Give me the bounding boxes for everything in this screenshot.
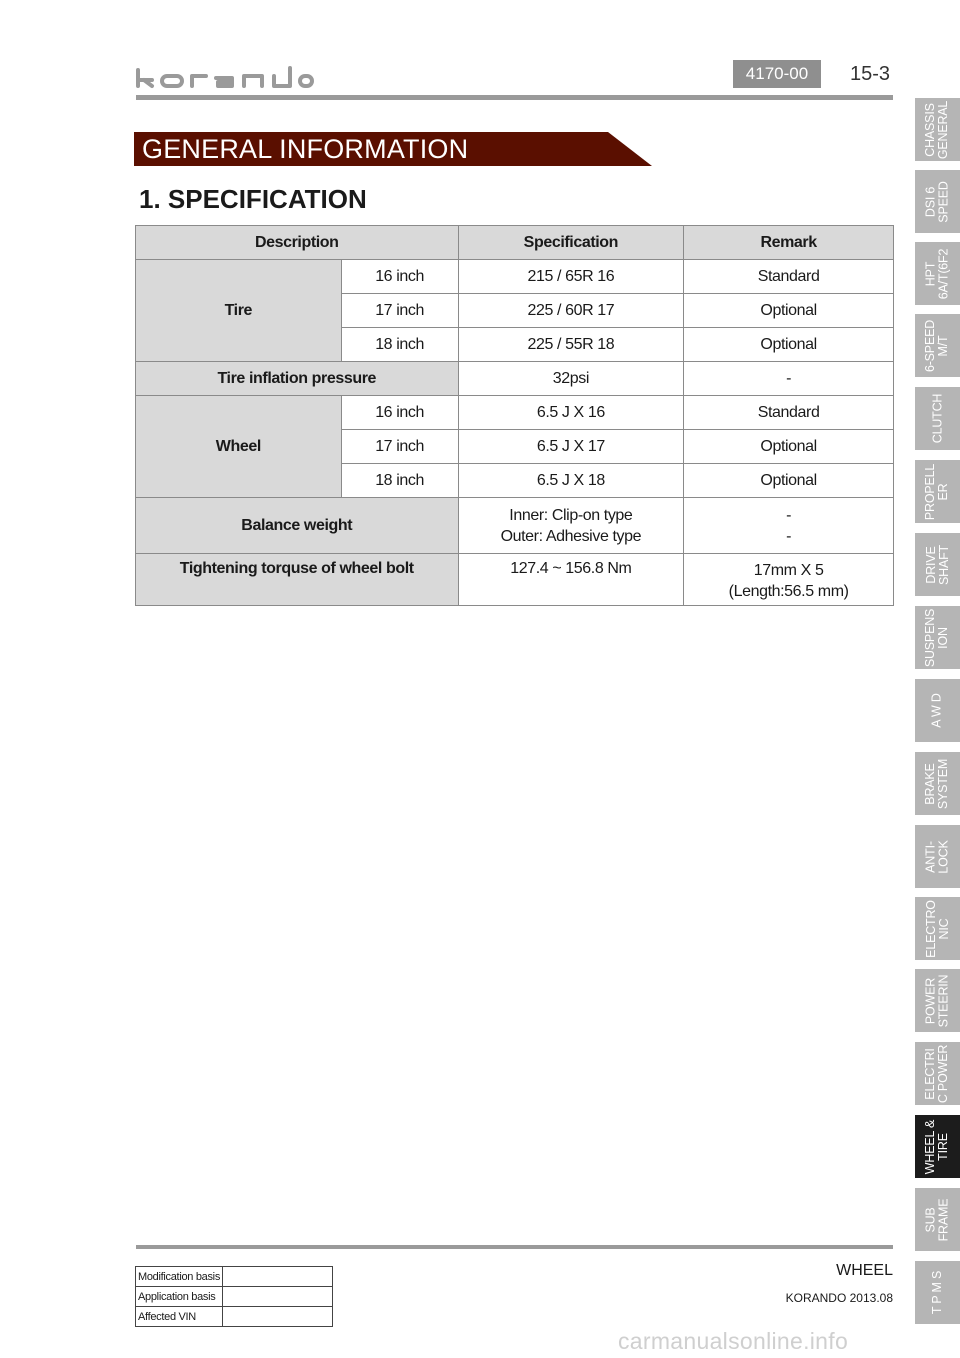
balance-spec-inner: Inner: Clip-on type (509, 506, 633, 524)
table-row (136, 1267, 333, 1287)
header-remark: Remark (684, 226, 894, 260)
torque-remark (684, 554, 894, 606)
tab-label: 6-SPEED M/T (923, 319, 951, 372)
header-divider (136, 95, 893, 100)
inflation-remark: - (684, 362, 894, 396)
balance-weight-spec (458, 498, 684, 554)
tab-drive-shaft[interactable] (915, 533, 960, 596)
wheel-spec: 6.5 J X 17 (458, 430, 684, 464)
wheel-label: Wheel (136, 396, 342, 498)
inflation-label: Tire inflation pressure (136, 362, 459, 396)
table-row (136, 396, 894, 430)
banner-title: GENERAL INFORMATION (142, 134, 469, 164)
table-header-row (136, 226, 894, 260)
footer-section-name: WHEEL (836, 1262, 893, 1279)
tab-wheel-tire[interactable] (915, 1115, 960, 1178)
watermark: carmanualsonline.info (618, 1328, 849, 1354)
wheel-remark: Standard (684, 396, 894, 430)
tab-power-steering[interactable] (915, 969, 960, 1032)
tab-clutch[interactable] (915, 387, 960, 450)
tab-label: WHEEL & TIRE (923, 1119, 951, 1174)
wheel-size: 17 inch (341, 430, 458, 464)
tab-label: POWER STEERIN (923, 974, 951, 1027)
tire-remark: Optional (684, 294, 894, 328)
tab-propeller[interactable] (915, 460, 960, 523)
wheel-spec: 6.5 J X 18 (458, 464, 684, 498)
tire-remark: Optional (684, 328, 894, 362)
tab-suspension[interactable] (915, 606, 960, 669)
modification-basis-label: Modification basis (136, 1267, 223, 1287)
tab-label: T P M S (929, 1270, 944, 1315)
tab-anti-lock[interactable] (915, 825, 960, 888)
table-row (136, 498, 894, 554)
balance-weight-label: Balance weight (136, 498, 459, 554)
affected-vin-value (223, 1307, 333, 1327)
tab-label: DRIVE SHAFT (923, 544, 951, 585)
torque-label: Tightening torquse of wheel bolt (136, 554, 459, 606)
balance-weight-remark (684, 498, 894, 554)
torque-spec: 127.4 ~ 156.8 Nm (458, 554, 684, 606)
tab-label: DSI 6 SPEED (923, 180, 951, 223)
section-code-badge: 4170-00 (733, 60, 821, 88)
wheel-spec: 6.5 J X 16 (458, 396, 684, 430)
tire-spec: 215 / 65R 16 (458, 260, 684, 294)
balance-remark-outer: - (786, 527, 792, 545)
wheel-remark: Optional (684, 464, 894, 498)
tire-label: Tire (136, 260, 342, 362)
affected-vin-label: Affected VIN (136, 1307, 223, 1327)
korando-logo (134, 64, 316, 92)
balance-remark-inner: - (786, 506, 792, 524)
tab-dsi-6-speed[interactable] (915, 170, 960, 233)
table-row (136, 1287, 333, 1307)
tab-electronic[interactable] (915, 897, 960, 960)
balance-spec-outer: Outer: Adhesive type (500, 527, 642, 545)
specification-table (135, 225, 894, 606)
tab-label: PROPELL ER (923, 463, 951, 520)
tab-awd[interactable] (915, 679, 960, 742)
tab-brake-system[interactable] (915, 752, 960, 815)
tab-chassis-general[interactable] (915, 98, 960, 161)
tire-spec: 225 / 60R 17 (458, 294, 684, 328)
table-row (136, 554, 894, 606)
table-row (136, 1307, 333, 1327)
header-specification: Specification (458, 226, 684, 260)
footer-model: KORANDO 2013.08 (785, 1291, 893, 1305)
tire-size: 18 inch (341, 328, 458, 362)
section-title: 1. SPECIFICATION (139, 184, 367, 214)
inflation-spec: 32psi (458, 362, 684, 396)
tab-label: ELECTRI C POWER (923, 1044, 951, 1103)
table-row (136, 362, 894, 396)
torque-remark-length: (Length:56.5 mm) (728, 583, 849, 600)
tab-label: A W D (929, 693, 944, 728)
tire-size: 17 inch (341, 294, 458, 328)
table-row (136, 260, 894, 294)
tire-size: 16 inch (341, 260, 458, 294)
tab-sub-frame[interactable] (915, 1188, 960, 1251)
tab-label: CHASSIS GENERAL (923, 100, 951, 159)
tab-label: SUB FRAME (923, 1198, 951, 1241)
tab-label: ELECTRO NIC (923, 899, 951, 958)
tab-label: BRAKE SYSTEM (923, 758, 951, 809)
tab-hpt-6at[interactable] (915, 242, 960, 305)
page-number: 15-3 (850, 63, 891, 85)
wheel-size: 18 inch (341, 464, 458, 498)
application-basis-label: Application basis (136, 1287, 223, 1307)
tab-label: ANTI- LOCK (923, 839, 951, 874)
modification-table (135, 1266, 333, 1327)
wheel-size: 16 inch (341, 396, 458, 430)
modification-basis-value (223, 1267, 333, 1287)
header-description: Description (136, 226, 459, 260)
tab-label: SUSPENS ION (923, 608, 951, 667)
tab-electric-power[interactable] (915, 1042, 960, 1105)
tab-6-speed-mt[interactable] (915, 314, 960, 377)
tab-label: HPT 6A/T(6F2 (923, 248, 951, 299)
torque-remark-bolt: 17mm X 5 (753, 562, 824, 579)
tire-spec: 225 / 55R 18 (458, 328, 684, 362)
tab-tpms[interactable] (915, 1261, 960, 1324)
wheel-remark: Optional (684, 430, 894, 464)
application-basis-value (223, 1287, 333, 1307)
tab-label: CLUTCH (930, 393, 944, 444)
footer-divider (136, 1245, 893, 1249)
tire-remark: Standard (684, 260, 894, 294)
